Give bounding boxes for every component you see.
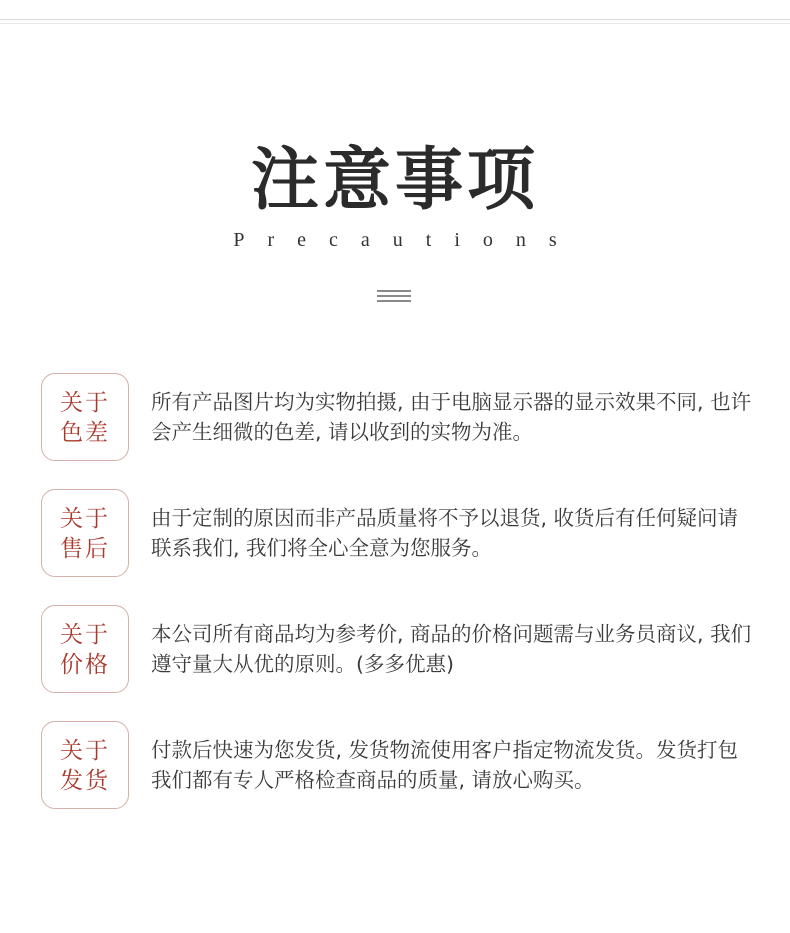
notice-badge bbox=[41, 373, 129, 461]
top-divider-line bbox=[0, 19, 790, 20]
notice-text: 所有产品图片均为实物拍摄, 由于电脑显示器的显示效果不同, 也许会产生细微的色差, 请以收到的实物为准。 bbox=[151, 390, 752, 444]
badge-line-2: 售后 bbox=[60, 536, 110, 562]
notice-badge bbox=[41, 489, 129, 577]
top-divider-line-secondary bbox=[0, 23, 790, 24]
notice-item-after-sales bbox=[41, 489, 761, 579]
badge-line-2: 发货 bbox=[60, 768, 110, 794]
page-subtitle: Precautions bbox=[233, 229, 580, 251]
badge-line-2: 价格 bbox=[60, 652, 110, 678]
badge-line-1: 关于 bbox=[60, 738, 110, 764]
notice-text: 付款后快速为您发货, 发货物流使用客户指定物流发货。发货打包我们都有专人严格检查商品的质量, 请放心购买。 bbox=[151, 738, 739, 792]
notice-text: 由于定制的原因而非产品质量将不予以退货, 收货后有任何疑问请联系我们, 我们将全心全意为您服务。 bbox=[151, 506, 739, 560]
notice-item-price bbox=[41, 605, 761, 695]
triple-line-divider bbox=[377, 290, 411, 302]
badge-line-1: 关于 bbox=[60, 506, 110, 532]
badge-line-1: 关于 bbox=[60, 390, 110, 416]
badge-line-1: 关于 bbox=[60, 622, 110, 648]
notice-item-color-difference bbox=[41, 373, 761, 463]
badge-line-2: 色差 bbox=[60, 420, 110, 446]
notice-text: 本公司所有商品均为参考价, 商品的价格问题需与业务员商议, 我们遵守量大从优的原则。(多多优惠) bbox=[151, 622, 752, 676]
page-title: 注意事项 bbox=[250, 140, 539, 220]
notice-item-shipping bbox=[41, 721, 761, 811]
notice-badge bbox=[41, 605, 129, 693]
notice-badge bbox=[41, 721, 129, 809]
